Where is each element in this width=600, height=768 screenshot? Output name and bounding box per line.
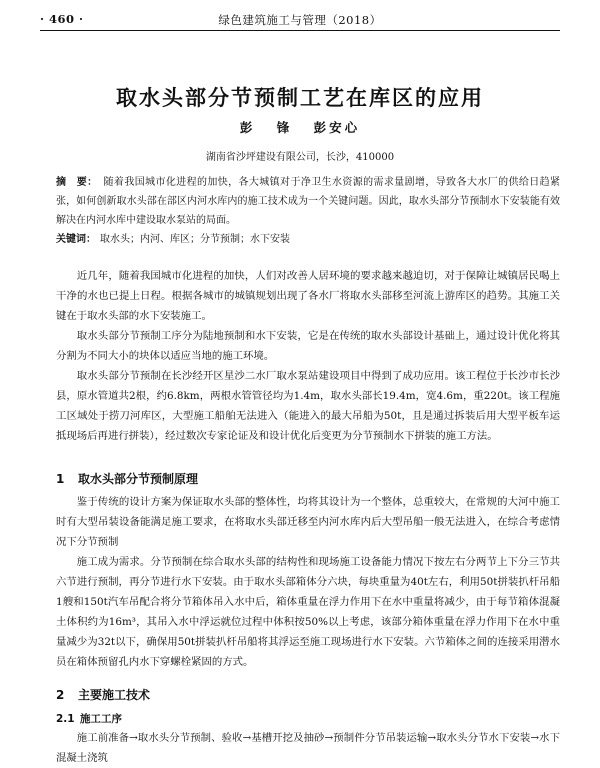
intro-body (56, 266, 560, 446)
abstract-text: 随着我国城市化进程的加快，各大城镇对于净卫生水资源的需求量剧增，导致各大水厂的供给日趋紧张，如何创新取水头部在部区内河水库内的施工技术成为一个关键问题。因此，取水头部分节预制水下安装能有效解决在内河水库中建设取水泵站的局面。 (56, 177, 561, 226)
abstract-label: 摘 要： (56, 177, 98, 188)
keywords (56, 230, 560, 245)
authors: 彭 锋 彭安心 (239, 120, 361, 135)
subsection-2-1-title: 施工工序 (80, 713, 122, 725)
article-title: 取水头部分节预制工艺在库区的应用 (116, 85, 484, 110)
keywords-text: 取水头；内河、库区；分节预制；水下安装 (100, 234, 290, 245)
section-2-body (56, 728, 560, 768)
intro-paragraph-3: 取水头部分节预制在长沙经开区星沙二水厂取水泵站建设项目中得到了成功应用。该工程位于长沙市长沙县，原水管道共2根，约6.8km，两根水管管径均为1.4m，取水头部长19.4m，宽4.6m，重220t。该工程施工区域处于捞刀河库区，大型施工船舶无法进入（能进入的最大吊船为50t，且是通过拆装后用大型平板车运抵现场后再进行拼装），经过数次专家论证及和设计优化后变更为分节预制水下拼装的施工方法。 (56, 370, 560, 442)
section-1-title: 取水头部分节预制原理 (78, 472, 199, 486)
affiliation: 湖南省沙坪建设有限公司，长沙，410000 (205, 152, 395, 163)
subsection-2-1-heading (56, 711, 122, 726)
section-1-paragraph-2: 施工成为需求。分节预制在综合取水头部的结构性和现场施工设备能力情况下按左右分两节上下分三节共六节进行预制，再分节进行水下安装。由于取水头部箱体分六块，每块重量为40t左右，利用50t拼装扒杆吊船1艘和150t汽车吊配合将分节箱体吊入水中后，箱体重量在浮力作用下在水中重量将减少，由于每节箱体混凝土体积约为16m³，其吊入水中浮运就位过程中体积按50%以上考虑，该部分箱体重量在浮力作用下在水中重量减少为32t以下，确保用50t拼装扒杆吊船将其浮运至施工现场进行水下安装。六节箱体之间的连接采用潜水员在箱体预留孔内水下穿螺栓紧固的方式。 (56, 556, 560, 668)
section-1-number: 1 (56, 472, 65, 486)
section-1-paragraph-1: 鉴于传统的设计方案为保证取水头部的整体性，均将其设计为一个整体，总重较大，在常规的大河中施工时有大型吊装设备能满足施工要求，在将取水头部迁移至内河水库内后大型吊船一般无法进入，在综合考虑情况下分节预制 (56, 496, 560, 548)
subsection-2-1-number: 2.1 (56, 713, 75, 725)
keywords-label: 关键词： (56, 234, 96, 245)
intro-paragraph-2: 取水头部分节预制工序分为陆地预制和水下安装，它是在传统的取水头部设计基础上，通过设计优化将其分割为不同大小的块体以适应当地的施工环境。 (56, 330, 560, 362)
intro-paragraph-1: 近几年，随着我国城市化进程的加快，人们对改善人居环境的要求越来越迫切，对于保障让城镇居民喝上干净的水也已提上日程。根据各城市的城镇规划出现了各水厂将取水头部移至河流上游库区的趋势。其施工关键在于取水头部的水下安装施工。 (56, 270, 560, 322)
page-number: · 460 · (40, 12, 84, 26)
section-2-heading (56, 686, 150, 703)
running-header (40, 8, 560, 31)
journal-name: 绿色建筑施工与管理（2018） (218, 13, 382, 27)
section-1-body (56, 492, 560, 672)
section-1-heading (56, 470, 198, 487)
section-2-number: 2 (56, 688, 65, 702)
section-2-title: 主要施工技术 (78, 688, 151, 702)
section-2-paragraph-1: 施工前准备→取水头分节预制、验收→基槽开挖及抽砂→预制件分节吊装运输→取水头分节水下安装→水下混凝土浇筑 (56, 732, 560, 764)
abstract (56, 173, 560, 230)
